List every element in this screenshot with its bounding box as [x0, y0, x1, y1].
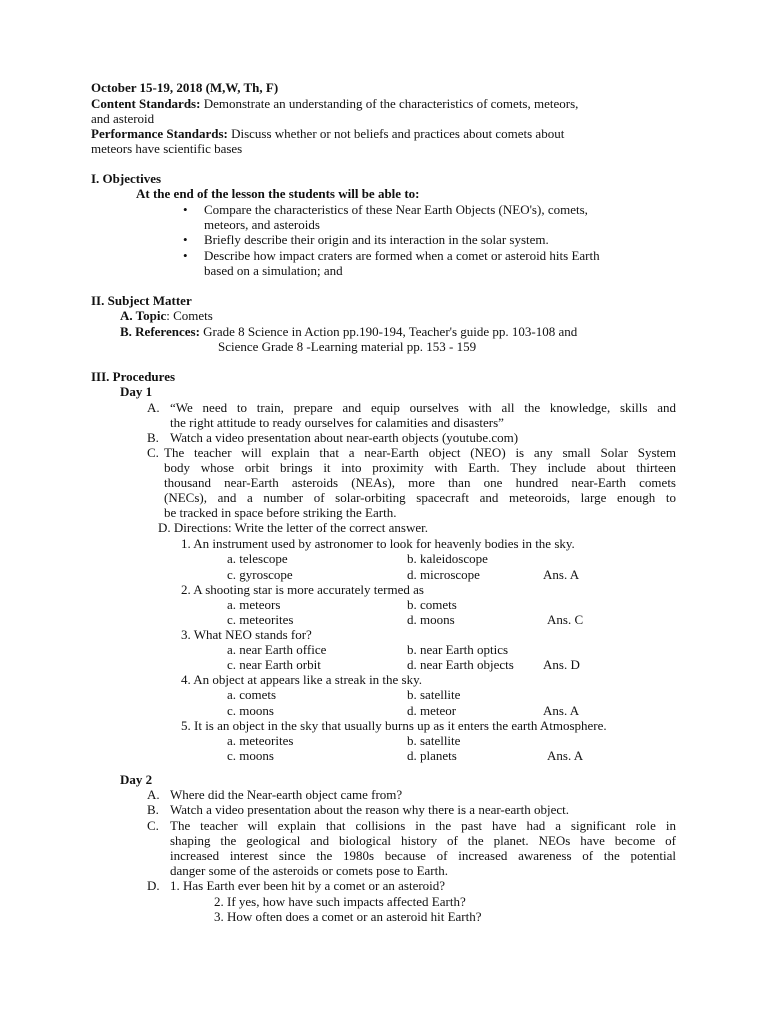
q3-answer: Ans. D [543, 657, 580, 672]
q5-choice-a: a. meteorites [227, 733, 294, 748]
day2-c-line-4: danger some of the asteroids or comets pose to Earth. [170, 863, 448, 878]
q2-answer: Ans. C [547, 612, 584, 627]
q4-choice-b: b. satellite [407, 687, 461, 702]
q4-choice-c: c. moons [227, 703, 274, 718]
day2-d-letter: D. [147, 878, 160, 893]
question-3: 3. What NEO stands for? [181, 627, 312, 642]
bullet-3-icon: • [183, 248, 188, 263]
q1-choice-c: c. gyroscope [227, 567, 293, 582]
objective-1-cont: meteors, and asteroids [204, 217, 320, 232]
day2-d-question-1: 1. Has Earth ever been hit by a comet or an asteroid? [170, 878, 446, 893]
day2-c-line-1: The teacher will explain that collisions in the past have had a significant role in [170, 818, 676, 833]
day1-c-line-4: (NECs), and a number of solar-orbiting spacecraft and meteoroids, large enough to [164, 490, 676, 505]
day1-c-letter: C. [147, 445, 159, 460]
day2-b-letter: B. [147, 802, 159, 817]
content-standards-cont: and asteroid [91, 111, 155, 126]
references-label: B. References: [120, 324, 200, 339]
references-text: Grade 8 Science in Action pp.190-194, Teacher's guide pp. 103-108 and [203, 324, 578, 339]
day2-a-letter: A. [147, 787, 160, 802]
objective-3: Describe how impact craters are formed when a comet or asteroid hits Earth [204, 248, 600, 263]
q5-choice-d: d. planets [407, 748, 457, 763]
day2-d-question-3: 3. How often does a comet or an asteroid hit Earth? [214, 909, 482, 924]
day2-c-letter: C. [147, 818, 159, 833]
day2-a-text: Where did the Near-earth object came from? [170, 787, 403, 802]
q1-choice-b: b. kaleidoscope [407, 551, 488, 566]
question-5: 5. It is an object in the sky that usually burns up as it enters the earth Atmosphere. [181, 718, 607, 733]
day1-c-line-1: The teacher will explain that a near-Earth object (NEO) is any small Solar System [164, 445, 676, 460]
q5-answer: Ans. A [547, 748, 584, 763]
day2-b-text: Watch a video presentation about the reason why there is a near-earth object. [170, 802, 570, 817]
day2-c-line-2: shaping the geological and biological history of the planet. NEOs have become of [170, 833, 676, 848]
day1-a-text-cont: the right attitude to ready ourselves for calamities and disasters” [170, 415, 504, 430]
content-standards-text: Demonstrate an understanding of the characteristics of comets, meteors, [203, 96, 579, 111]
day1-b-text: Watch a video presentation about near-earth objects (youtube.com) [170, 430, 519, 445]
day1-heading: Day 1 [120, 384, 153, 399]
day1-c-line-3: thousand near-Earth asteroids (NEAs), more than one hundred near-Earth comets [164, 475, 676, 490]
q5-choice-b: b. satellite [407, 733, 461, 748]
q3-choice-a: a. near Earth office [227, 642, 327, 657]
q1-answer: Ans. A [543, 567, 580, 582]
q2-choice-a: a. meteors [227, 597, 281, 612]
q2-choice-d: d. moons [407, 612, 455, 627]
references-cont: Science Grade 8 -Learning material pp. 153 - 159 [218, 339, 477, 354]
references-line [120, 324, 577, 339]
performance-standards-cont: meteors have scientific bases [91, 141, 243, 156]
q5-choice-c: c. moons [227, 748, 274, 763]
day1-d-directions: D. Directions: Write the letter of the correct answer. [158, 520, 428, 535]
q4-answer: Ans. A [543, 703, 580, 718]
day1-c-line-2: body whose orbit brings it into proximity with Earth. They include about thirteen [164, 460, 676, 475]
q2-choice-b: b. comets [407, 597, 457, 612]
content-standards [91, 96, 578, 111]
day2-d-question-2: 2. If yes, how have such impacts affected Earth? [214, 894, 466, 909]
topic-line [120, 308, 213, 323]
day1-c-line-5: be tracked in space before striking the Earth. [164, 505, 397, 520]
topic-value: : Comets [166, 308, 213, 323]
performance-standards-label: Performance Standards: [91, 126, 228, 141]
procedures-heading: III. Procedures [91, 369, 176, 384]
topic-label: A. Topic [120, 308, 167, 323]
bullet-1-icon: • [183, 202, 188, 217]
performance-standards [91, 126, 564, 141]
subject-heading: II. Subject Matter [91, 293, 192, 308]
q1-choice-a: a. telescope [227, 551, 288, 566]
q2-choice-c: c. meteorites [227, 612, 294, 627]
objectives-heading: I. Objectives [91, 171, 162, 186]
q3-choice-d: d. near Earth objects [407, 657, 514, 672]
performance-standards-text: Discuss whether or not beliefs and practices about comets about [231, 126, 565, 141]
q1-choice-d: d. microscope [407, 567, 480, 582]
bullet-2-icon: • [183, 232, 188, 247]
day2-heading: Day 2 [120, 772, 153, 787]
day1-a-letter: A. [147, 400, 160, 415]
q4-choice-a: a. comets [227, 687, 277, 702]
objective-1: Compare the characteristics of these Near Earth Objects (NEO's), comets, [204, 202, 588, 217]
day1-a-text: “We need to train, prepare and equip ourselves with all the knowledge, skills and [170, 400, 676, 415]
q4-choice-d: d. meteor [407, 703, 457, 718]
objective-2: Briefly describe their origin and its interaction in the solar system. [204, 232, 549, 247]
q3-choice-b: b. near Earth optics [407, 642, 509, 657]
objectives-intro: At the end of the lesson the students will be able to: [136, 186, 420, 201]
content-standards-label: Content Standards: [91, 96, 201, 111]
day2-c-line-3: increased interest since the 1980s because of increased awareness of the potential [170, 848, 676, 863]
question-2: 2. A shooting star is more accurately termed as [181, 582, 424, 597]
question-4: 4. An object at appears like a streak in the sky. [181, 672, 423, 687]
lesson-date: October 15-19, 2018 (M,W, Th, F) [91, 80, 279, 95]
question-1: 1. An instrument used by astronomer to look for heavenly bodies in the sky. [181, 536, 575, 551]
objective-3-cont: based on a simulation; and [204, 263, 343, 278]
q3-choice-c: c. near Earth orbit [227, 657, 321, 672]
day1-b-letter: B. [147, 430, 159, 445]
